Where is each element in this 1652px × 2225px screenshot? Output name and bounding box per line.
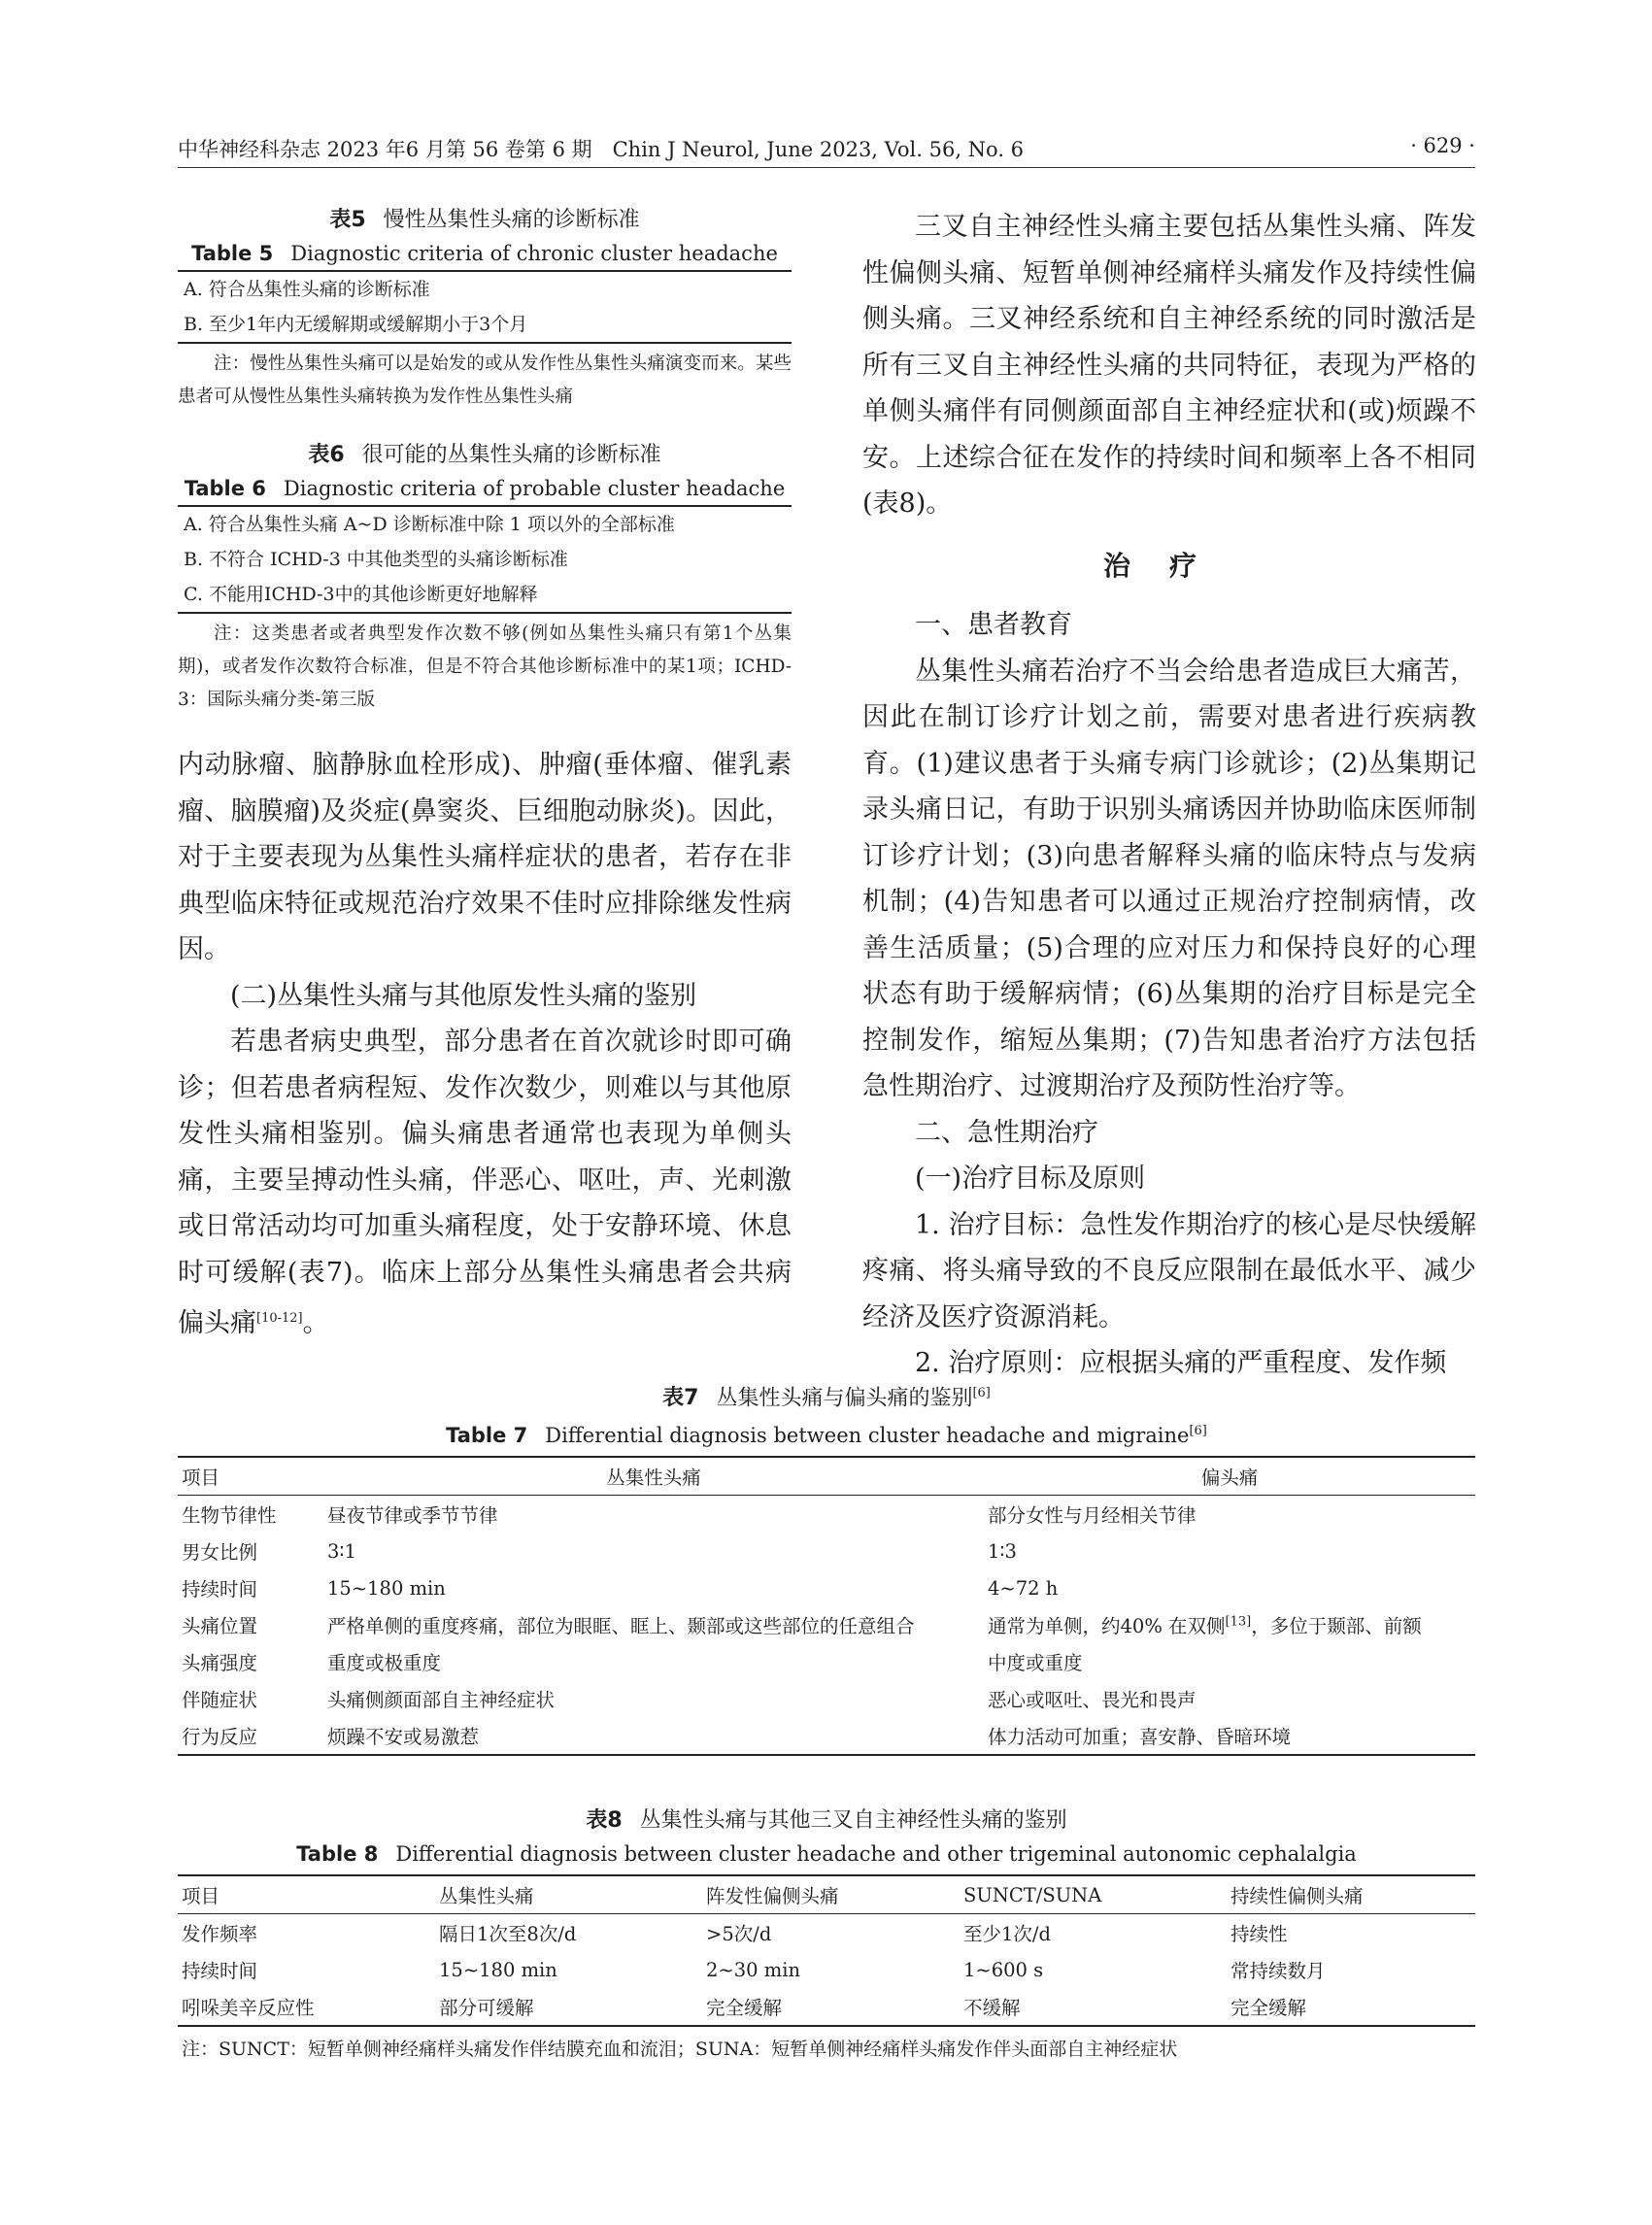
table-row: 持续时间 15~180 min 4~72 h [182, 1576, 1059, 1601]
section-title-treatment: 治疗 [1102, 549, 1235, 582]
paragraph-tac: 三叉自主神经性头痛主要包括丛集性头痛、阵发性偏侧头痛、短暂单侧神经痛样头痛发作及持续性偏侧头痛。三叉神经系统和自主神经系统的同时激活是所有三叉自主神经性头痛的共同特征，表现为严格的单侧头痛伴有同侧颜面部自主神经症状和(或)烦躁不安。上述综合征在发作的持续时间和频率上各不相同(表8)。 [862, 212, 1476, 519]
table-7-grid [178, 1458, 1475, 1754]
heading-acute-treatment: 二、急性期治疗 [915, 1117, 1098, 1148]
table-8-caption-cn: 表8 丛集性头痛与其他三叉自主神经性头痛的鉴别 [586, 1808, 1067, 1833]
table-6 [178, 439, 792, 717]
paragraph-secondary-causes: 内动脉瘤、脑静脉血栓形成)、肿瘤(垂体瘤、催乳素瘤、脑膜瘤)及炎症(鼻窦炎、巨细胞动脉炎)。因此，对于主要表现为丛集性头痛样症状的患者，若存在非典型临床特征或规范治疗效果不佳时应排除继发性病因。 [178, 750, 792, 964]
table-6-caption-en: Table 6 Diagnostic criteria of probable cluster headache [184, 477, 786, 500]
table-6-row: C. 不能用ICHD-3中的其他诊断更好地解释 [184, 584, 538, 605]
table-row: 头痛位置 严格单侧的重度疼痛，部位为眼眶、眶上、颞部或这些部位的任意组合 通常为单侧，约40% 在双侧[13]，多位于颞部、前额 [182, 1614, 1422, 1638]
table-7-caption-en: Table 7 Differential diagnosis between cluster headache and migraine[6] [446, 1424, 1207, 1448]
table-5-row: B. 至少1年内无缓解期或缓解期小于3个月 [184, 314, 528, 335]
table-6-row: B. 不符合 ICHD-3 中其他类型的头痛诊断标准 [184, 549, 568, 570]
heading-patient-education: 一、患者教育 [915, 610, 1072, 640]
table-row: 发作频率 隔日1次至8次/d >5次/d 至少1次/d 持续性 [182, 1923, 1288, 1945]
paragraph-treatment-goal: 1. 治疗目标：急性发作期治疗的核心是尽快缓解疼痛、将头痛导致的不良反应限制在最低水平、减少经济及医疗资源消耗。 [862, 1209, 1476, 1332]
table-header-row: 项目 丛集性头痛 阵发性偏侧头痛 SUNCT/SUNA 持续性偏侧头痛 [178, 1876, 1475, 1914]
page-number: · 629 · [1410, 134, 1475, 157]
right-column [862, 204, 1476, 1387]
running-head [178, 134, 1475, 168]
table-6-note: 注：这类患者或者典型发作次数不够(例如丛集性头痛只有第1个丛集期)，或者发作次数符合标准，但是不符合其他诊断标准中的某1项；ICHD-3：国际头痛分类-第三版 [178, 624, 792, 710]
table-7-caption-cn: 表7 丛集性头痛与偏头痛的鉴别[6] [662, 1386, 991, 1411]
paragraph-patient-education: 丛集性头痛若治疗不当会给患者造成巨大痛苦，因此在制订诊疗计划之前，需要对患者进行疾病教育。(1)建议患者于头痛专病门诊就诊；(2)丛集期记录头痛日记，有助于识别头痛诱因并协助临床医师制订诊疗计划；(3)向患者解释头痛的临床特点与发病机制；(4)告知患者可以通过正规治疗控制病情，改善生活质量；(5)合理的应对压力和保持良好的心理状态有助于缓解病情；(6)丛集期的治疗目标是完全控制发作，缩短丛集期；(7)告知患者治疗方法包括急性期治疗、过渡期治疗及预防性治疗等。 [862, 656, 1476, 1101]
heading-goals-principles: (一)治疗目标及原则 [915, 1163, 1146, 1194]
table-5-row: A. 符合丛集性头痛的诊断标准 [184, 279, 430, 300]
table-6-caption-cn: 表6 很可能的丛集性头痛的诊断标准 [308, 443, 661, 467]
table-row: 伴随症状 头痛侧颜面部自主神经症状 恶心或呕吐、畏光和畏声 [182, 1689, 1197, 1712]
table-row: 行为反应 烦躁不安或易激惹 体力活动可加重；喜安静、昏暗环境 [182, 1726, 1292, 1749]
table-row: 男女比例 3∶1 1∶3 [182, 1539, 1017, 1565]
table-5-caption-cn: 表5 慢性丛集性头痛的诊断标准 [329, 208, 640, 232]
table-8-caption-en: Table 8 Differential diagnosis between cluster headache and other trigeminal autonomic cephalalgia [296, 1842, 1357, 1866]
table-6-row: A. 符合丛集性头痛 A~D 诊断标准中除 1 项以外的全部标准 [184, 514, 675, 535]
table-8-grid [178, 1876, 1475, 2025]
table-7 [178, 1377, 1475, 1756]
table-row: 持续时间 15~180 min 2~30 min 1~600 s 常持续数月 [182, 1958, 1326, 1982]
table-row: 吲哚美辛反应性 部分可缓解 完全缓解 不缓解 完全缓解 [182, 1997, 1307, 2019]
table-5-caption-en: Table 5 Diagnostic criteria of chronic cluster headache [191, 242, 778, 265]
table-8 [178, 1804, 1475, 2066]
table-5 [178, 204, 792, 414]
subheading-differential-primary: (二)丛集性头痛与其他原发性头痛的鉴别 [230, 980, 697, 1011]
paragraph-treatment-principle: 2. 治疗原则：应根据头痛的严重程度、发作频 [915, 1348, 1447, 1378]
journal-citation: 中华神经科杂志 2023 年6 月第 56 卷第 6 期 Chin J Neurol, June 2023, Vol. 56, No. 6 [178, 138, 1025, 161]
table-row: 生物节律性 昼夜节律或季节节律 部分女性与月经相关节律 [182, 1504, 1197, 1528]
table-8-note: 注：SUNCT：短暂单侧神经痛样头痛发作伴结膜充血和流泪；SUNA：短暂单侧神经痛样头痛发作伴头面部自主神经症状 [182, 2039, 1178, 2060]
paragraph-differential-migraine: 若患者病史典型，部分患者在首次就诊时即可确诊；但若患者病程短、发作次数少，则难以与其他原发性头痛相鉴别。偏头痛患者通常也表现为单侧头痛，主要呈搏动性头痛，伴恶心、呕吐，声、光刺激或日常活动均可加重头痛程度，处于安静环境、休息时可缓解(表7)。临床上部分丛集性头痛患者会共病偏头痛[10-12]。 [178, 1027, 792, 1338]
table-5-note: 注：慢性丛集性头痛可以是始发的或从发作性丛集性头痛演变而来。某些患者可从慢性丛集性头痛转换为发作性丛集性头痛 [178, 354, 792, 407]
table-header-row: 项目 丛集性头痛 偏头痛 [178, 1458, 1475, 1496]
left-column [178, 204, 792, 1347]
table-row: 头痛强度 重度或极重度 中度或重度 [182, 1652, 1083, 1675]
